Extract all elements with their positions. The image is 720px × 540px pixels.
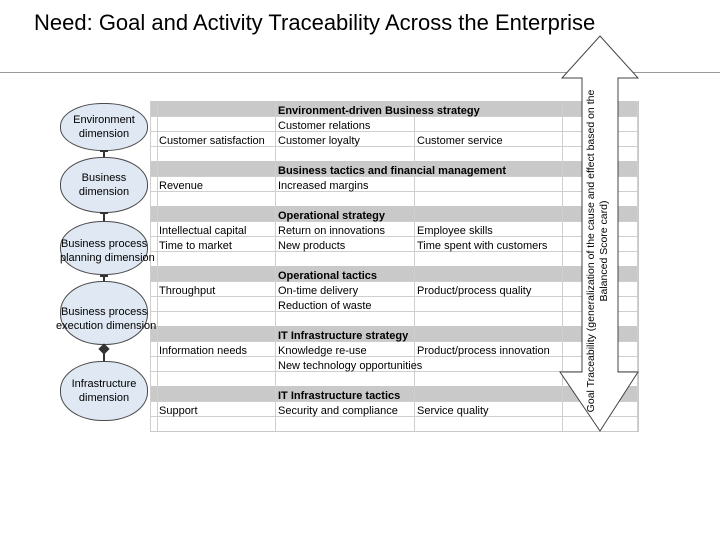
execution-dimension-label-1: Business process [61, 306, 148, 318]
business-dimension-line-1: Business [81, 172, 127, 184]
planning-dimension-label-1: Business process [61, 238, 148, 250]
it-strategy-new-technology-opportunities: New technology opportunities [278, 360, 423, 372]
it-tactics-service-quality: Service quality [417, 405, 489, 417]
it-tactics-heading: IT Infrastructure tactics [278, 390, 401, 402]
infrastructure-dimension-line-1: Infrastructure [71, 378, 137, 390]
environment-heading: Environment-driven Business strategy [278, 105, 480, 117]
business-revenue: Revenue [159, 180, 204, 192]
business-increased-margins: Increased margins [278, 180, 369, 192]
infrastructure-dimension-line-2: dimension [78, 392, 130, 404]
it-strategy-product-process-innovation: Product/process innovation [417, 345, 550, 357]
traceability-arrow-label: Goal Traceability (generalization of the cause and effect based on the Balanced Score card) [585, 89, 610, 413]
business-heading: Business tactics and financial management [278, 165, 507, 177]
it-tactics-security-and-compliance: Security and compliance [278, 405, 398, 417]
op-tactics-reduction-of-waste: Reduction of waste [278, 300, 372, 312]
op-tactics-product-process-quality: Product/process quality [417, 285, 532, 297]
op-strategy-time-spent-with-customers: Time spent with customers [417, 240, 548, 252]
slide-title: Need: Goal and Activity Traceability Across the Enterprise [34, 10, 596, 35]
environment-dimension-line-1: Environment [73, 114, 135, 126]
op-tactics-on-time-delivery: On-time delivery [278, 285, 359, 297]
environment-dimension-line-2: dimension [78, 128, 130, 140]
op-strategy-heading: Operational strategy [278, 210, 385, 222]
execution-dimension-label-2: execution dimension [56, 320, 157, 332]
environment-customer-relations: Customer relations [278, 120, 371, 132]
op-strategy-new-products: New products [278, 240, 346, 252]
op-tactics-heading: Operational tactics [278, 270, 378, 282]
op-tactics-throughput: Throughput [159, 285, 216, 297]
op-strategy-intellectual-capital: Intellectual capital [159, 225, 247, 237]
it-strategy-knowledge-re-use: Knowledge re-use [278, 345, 367, 357]
environment-customer-service: Customer service [417, 135, 503, 147]
it-tactics-support: Support [159, 405, 198, 417]
op-strategy-time-to-market: Time to market [159, 240, 232, 252]
op-strategy-return-on-innovations: Return on innovations [278, 225, 386, 237]
it-strategy-heading: IT Infrastructure strategy [278, 330, 409, 342]
planning-dimension-label-2: planning dimension [60, 252, 155, 264]
business-dimension-line-2: dimension [78, 186, 130, 198]
op-strategy-employee-skills: Employee skills [417, 225, 493, 237]
environment-customer-loyalty: Customer loyalty [278, 135, 360, 147]
environment-customer-satisfaction: Customer satisfaction [159, 135, 265, 147]
it-strategy-information-needs: Information needs [159, 345, 248, 357]
